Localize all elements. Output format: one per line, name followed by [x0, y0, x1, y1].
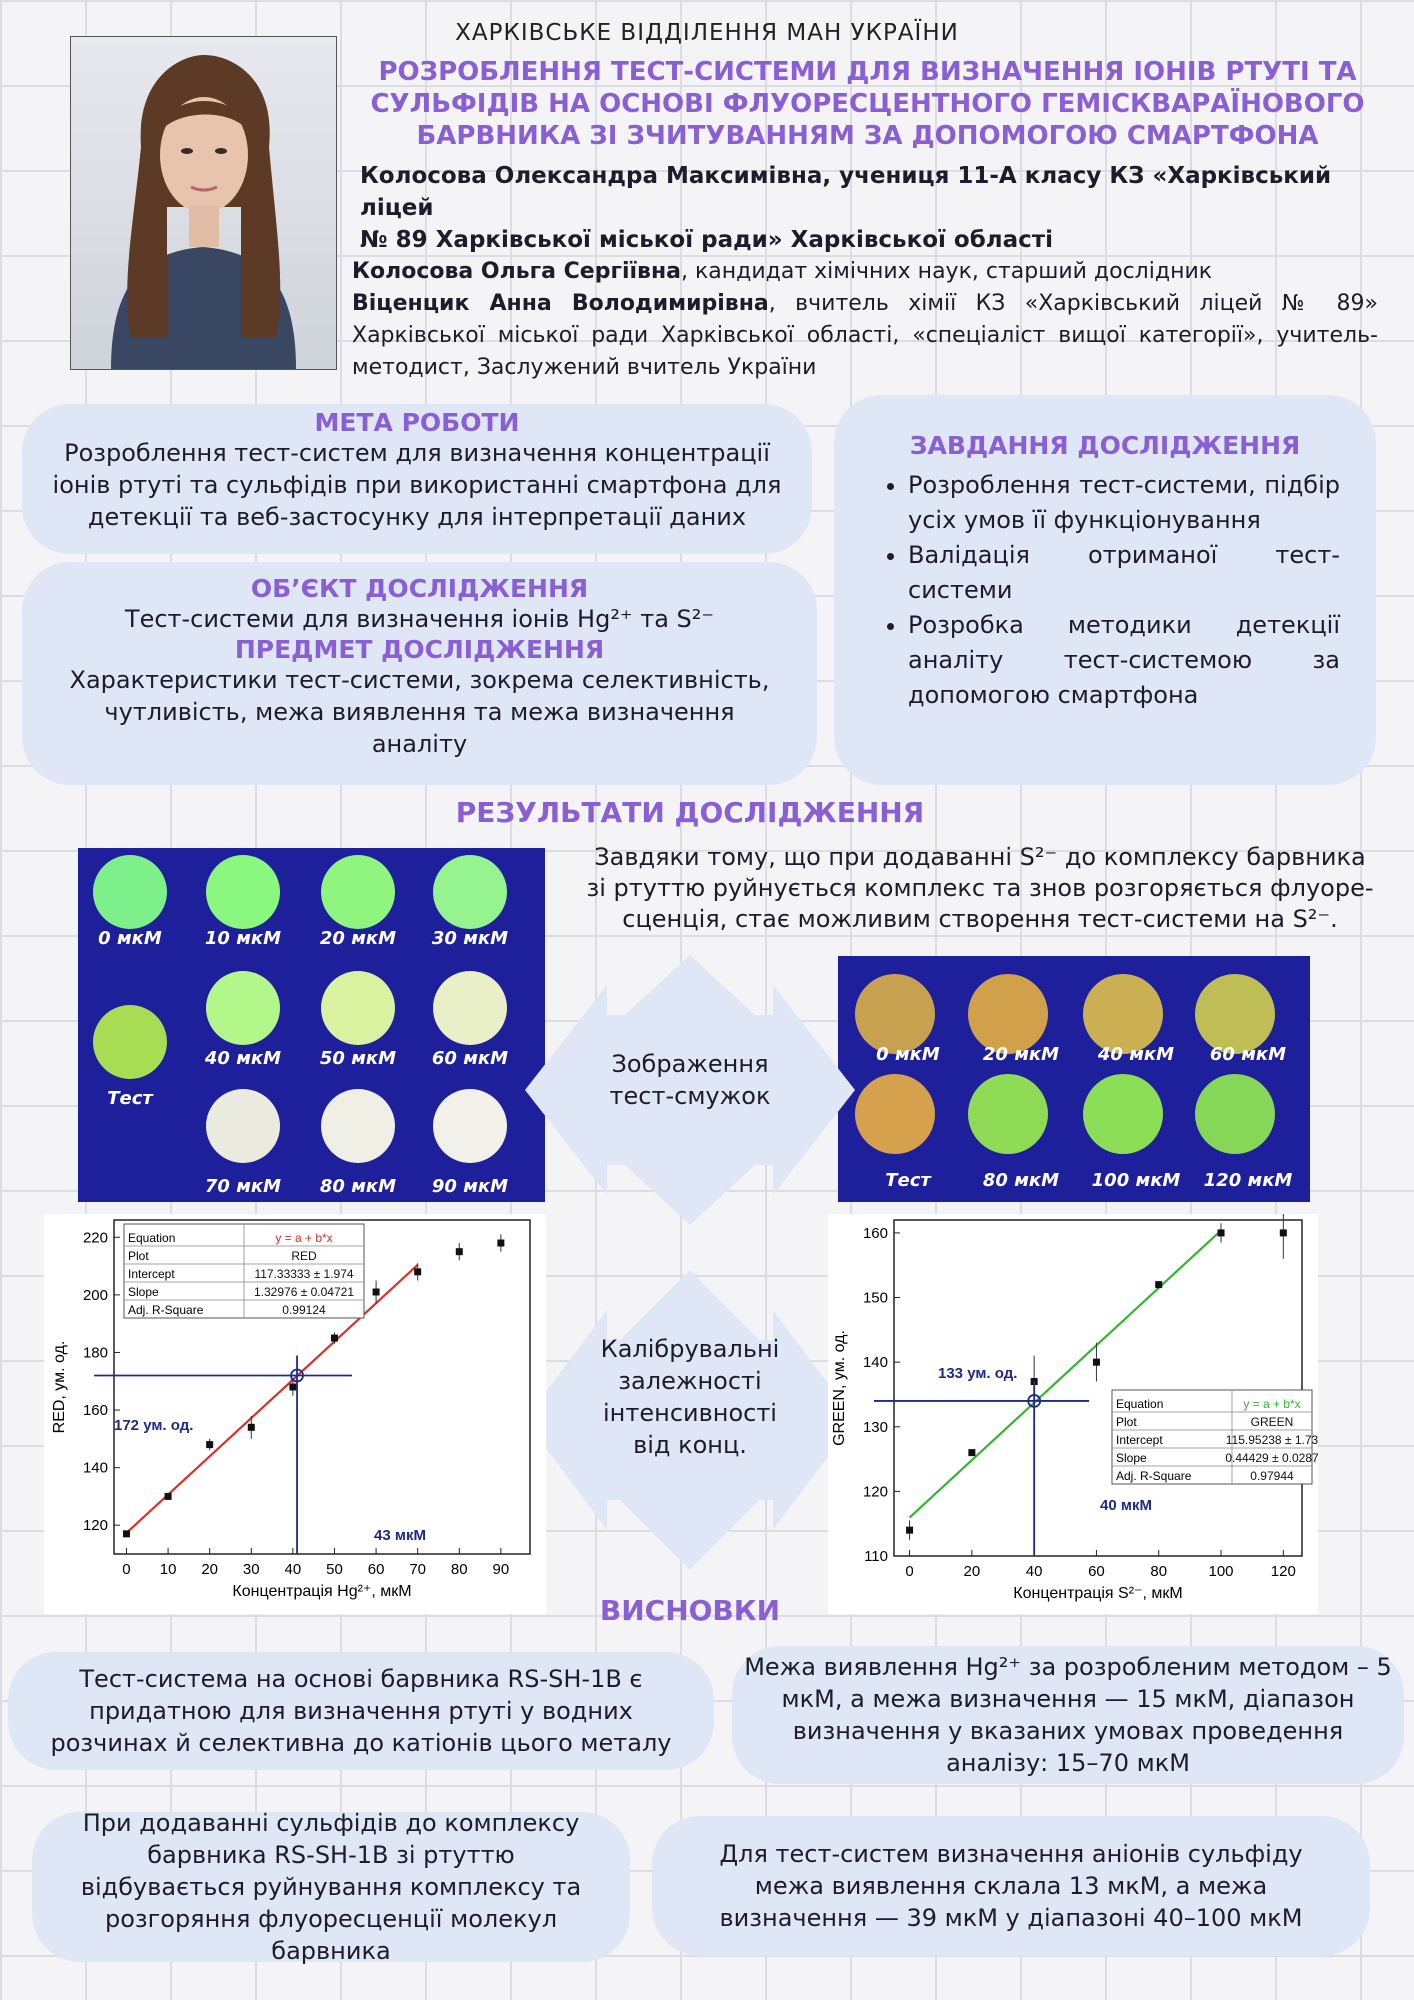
test-strip-dot: [1083, 974, 1163, 1054]
legend-value: 1.32976 ± 0.04721: [253, 1285, 355, 1299]
conclusions-heading: ВИСНОВКИ: [599, 1594, 781, 1627]
legend-value: y = a + b*x: [1243, 1397, 1301, 1411]
conclusion-1: [8, 1652, 714, 1770]
x-tick-label: 70: [409, 1561, 427, 1578]
supervisor-2-desc: , вчитель хімії КЗ «Харківський ліцей № 89» Харківської міської ради Харківської області, «спеціаліст вищої категорії», учитель-методист, Заслужений вчитель України: [352, 291, 1378, 380]
y-tick-label: 140: [82, 1459, 108, 1477]
test-strip-label: 60 мкМ: [431, 1048, 509, 1069]
data-point: [248, 1424, 255, 1431]
data-point: [373, 1288, 380, 1295]
x-tick-label: 30: [242, 1561, 260, 1578]
test-strip-label: 50 мкМ: [319, 1048, 397, 1069]
conclusion-2: [732, 1646, 1404, 1784]
y-tick-label: 200: [82, 1286, 108, 1304]
aim-heading: МЕТА РОБОТИ: [314, 408, 520, 437]
test-strip-dot: [1195, 1074, 1275, 1154]
x-tick-label: 20: [201, 1561, 219, 1578]
arrow-calibration-label: [565, 1333, 815, 1461]
legend-key: Intercept: [128, 1267, 175, 1281]
organization-name: ХАРКІВСЬКЕ ВІДДІЛЕННЯ МАН УКРАЇНИ: [455, 20, 959, 46]
data-point: [1093, 1359, 1100, 1366]
y-tick-label: 180: [82, 1344, 108, 1362]
test-strip-label: 60 мкМ: [1209, 1044, 1287, 1065]
arrow-strips-label: [565, 1048, 815, 1112]
test-strip-label: 0 мкМ: [98, 928, 162, 949]
annotation-y-value: 133 ум. од.: [938, 1365, 1018, 1382]
test-strip-dot: [321, 1089, 395, 1163]
arrow1-line-2: тест-смужок: [609, 1082, 771, 1110]
test-strip-label: 20 мкМ: [982, 1044, 1060, 1065]
task-item: • Розробка методики детекції аналіту тест-системою за допомогою смартфона: [908, 608, 1340, 713]
legend-key: Slope: [1116, 1451, 1147, 1465]
annotation-x-value: 43 мкМ: [374, 1527, 426, 1544]
sulfide-test-strips-image: [838, 956, 1310, 1202]
x-axis-label: Концентрація S²⁻, мкМ: [1013, 1585, 1183, 1602]
legend-value: 117.33333 ± 1.974: [254, 1267, 354, 1281]
legend-value: 115.95238 ± 1.73: [1225, 1433, 1318, 1447]
test-strip-dot: [1083, 1074, 1163, 1154]
y-tick-label: 140: [862, 1354, 888, 1372]
y-tick-label: 120: [862, 1483, 888, 1501]
data-point: [414, 1268, 421, 1275]
x-tick-label: 80: [450, 1561, 468, 1578]
data-point: [497, 1240, 504, 1247]
conclusion-2-text: Межа виявлення Hg²⁺ за розробленим методом – 5 мкМ, а межа визначення — 15 мкМ, діапазон визначення у вказаних умовах проведення аналізу: 15–70 мкМ: [744, 1653, 1392, 1777]
data-point: [968, 1449, 975, 1456]
mercury-test-strips-image: [78, 848, 545, 1202]
author: [360, 160, 1390, 256]
legend-value: GREEN: [1250, 1415, 1294, 1429]
test-strip-dot: [206, 1089, 280, 1163]
mercury-chart-svg: [44, 1214, 546, 1614]
subject-text: Характеристики тест-системи, зокрема селективність, чутливість, межа виявлення та межа визначення аналіту: [69, 666, 770, 758]
legend-value: 0.44429 ± 0.0287: [1225, 1451, 1318, 1465]
data-point: [1218, 1229, 1225, 1236]
y-axis-label: RED, ум. од.: [51, 1340, 68, 1434]
plot-frame: [894, 1220, 1302, 1556]
test-strip-dot: [433, 1089, 507, 1163]
data-point: [456, 1248, 463, 1255]
y-tick-label: 130: [862, 1418, 888, 1436]
test-strip-dot: [433, 855, 507, 929]
object-heading: ОБ’ЄКТ ДОСЛІДЖЕННЯ: [250, 574, 589, 603]
test-strip-label: 70 мкМ: [204, 1176, 282, 1197]
x-tick-label: 10: [159, 1561, 177, 1578]
task-item: • Валідація отриманої тест-системи: [908, 538, 1340, 608]
annotation-x-value: 40 мкМ: [1100, 1497, 1152, 1514]
data-point: [1280, 1229, 1287, 1236]
results-desc-line-3: сценція, стає можливим створення тест-системи на S²⁻.: [622, 905, 1338, 933]
test-strip-label: 40 мкМ: [204, 1048, 282, 1069]
data-point: [123, 1530, 130, 1537]
legend-key: Adj. R-Square: [1116, 1469, 1192, 1483]
y-tick-label: 150: [862, 1289, 888, 1307]
data-point: [206, 1441, 213, 1448]
test-strip-dot: [968, 1074, 1048, 1154]
results-heading: РЕЗУЛЬТАТИ ДОСЛІДЖЕННЯ: [455, 796, 925, 829]
x-tick-label: 40: [284, 1561, 302, 1578]
data-point: [165, 1493, 172, 1500]
test-strip-label: 100 мкМ: [1091, 1170, 1181, 1191]
title-line-3: БАРВНИКА ЗІ ЗЧИТУВАННЯМ ЗА ДОПОМОГОЮ СМАРТФОНА: [416, 121, 1319, 151]
test-strip-label: 30 мкМ: [431, 928, 509, 949]
legend-key: Intercept: [1116, 1433, 1163, 1447]
test-strip-dot: [855, 1074, 935, 1154]
x-tick-label: 120: [1270, 1563, 1296, 1580]
test-strip-label: 80 мкМ: [982, 1170, 1060, 1191]
conclusion-3: [32, 1809, 630, 1965]
aim-text: Розроблення тест-систем для визначення концентрації іонів ртуті та сульфідів при використанні смартфона для детекції та веб-застосунку для інтерпретації даних: [52, 439, 782, 531]
test-strip-dot: [433, 971, 507, 1045]
legend-value: RED: [291, 1249, 317, 1263]
author-line-1: Колосова Олександра Максимівна, учениця 11-А класу КЗ «Харківський ліцей: [360, 163, 1332, 221]
legend-value: 0.99124: [282, 1303, 326, 1317]
test-strip-dot: [1195, 974, 1275, 1054]
x-tick-label: 90: [492, 1561, 510, 1578]
y-tick-label: 160: [82, 1402, 108, 1420]
x-tick-label: 80: [1150, 1563, 1168, 1580]
legend-value: y = a + b*x: [275, 1231, 333, 1245]
subject-heading: ПРЕДМЕТ ДОСЛІДЖЕННЯ: [234, 635, 605, 664]
x-tick-label: 0: [122, 1561, 131, 1578]
arrow2-line-4: від конц.: [633, 1431, 747, 1459]
test-strip-label: Тест: [885, 1170, 931, 1191]
test-strip-dot: [206, 971, 280, 1045]
arrow2-line-3: інтенсивності: [603, 1399, 777, 1427]
y-tick-label: 110: [864, 1548, 888, 1565]
legend-key: Equation: [128, 1231, 176, 1245]
test-strip-dot: [93, 855, 167, 929]
conclusion-3-text: При додаванні сульфідів до комплексу барвника RS-SH-1B зі ртуттю відбувається руйнування комплексу та розгоряння флуоресценції молекул барвника: [80, 1809, 582, 1965]
arrow2-line-2: залежності: [618, 1367, 762, 1395]
author-line-2: № 89 Харківської міської ради» Харківської області: [360, 227, 1053, 253]
x-tick-label: 40: [1025, 1563, 1043, 1580]
y-tick-label: 160: [862, 1224, 888, 1242]
x-tick-label: 50: [326, 1561, 343, 1578]
arrow1-line-1: Зображення: [611, 1050, 769, 1078]
results-desc-line-1: Завдяки тому, що при додаванні S²⁻ до комплексу барвника: [594, 843, 1366, 871]
x-tick-label: 60: [367, 1561, 385, 1578]
object-text: Тест-системи для визначення іонів Hg²⁺ та S²⁻: [124, 605, 715, 633]
conclusion-1-text: Тест-система на основі барвника RS-SH-1B є придатною для визначення ртуті у водних розчинах й селективна до катіонів цього металу: [50, 1665, 672, 1757]
annotation-y-value: 172 ум. од.: [114, 1417, 194, 1434]
test-strip-dot: [206, 855, 280, 929]
data-point: [289, 1384, 296, 1391]
legend-key: Equation: [1116, 1397, 1164, 1411]
supervisor-2: [352, 288, 1378, 384]
arrow2-line-1: Калібрувальні: [600, 1335, 780, 1363]
test-strip-label: 80 мкМ: [319, 1176, 397, 1197]
test-strip-label: 10 мкМ: [204, 928, 282, 949]
object-box: [22, 562, 817, 785]
legend-key: Slope: [128, 1285, 159, 1299]
legend-key: Plot: [1116, 1415, 1137, 1429]
supervisor-2-name: Віценцик Анна Володимирівна: [352, 291, 769, 316]
tasks-list: [882, 468, 1340, 713]
mercury-calibration-chart: [44, 1214, 546, 1614]
title-line-1: РОЗРОБЛЕННЯ ТЕСТ-СИСТЕМИ ДЛЯ ВИЗНАЧЕННЯ ІОНІВ РТУТІ ТА: [378, 57, 1357, 87]
data-point: [906, 1527, 913, 1534]
x-axis-label: Концентрація Hg²⁺, мкМ: [232, 1583, 412, 1600]
legend-key: Plot: [128, 1249, 149, 1263]
x-tick-label: 20: [963, 1563, 981, 1580]
y-axis-label: GREEN, ум. од.: [831, 1330, 848, 1446]
sulfide-strips-svg: [838, 956, 1310, 1202]
test-strip-dot: [321, 971, 395, 1045]
test-strip-dot: [93, 1005, 167, 1079]
supervisor-1-name: Колосова Ольга Сергіївна: [352, 259, 681, 284]
aim-box: [22, 404, 812, 554]
tasks-box: [834, 395, 1376, 785]
tasks-heading: ЗАВДАННЯ ДОСЛІДЖЕННЯ: [909, 431, 1301, 460]
supervisor-1: [352, 256, 1378, 288]
x-tick-label: 0: [905, 1563, 914, 1580]
poster-title: [345, 56, 1390, 152]
legend-value: 0.97944: [1250, 1469, 1294, 1483]
x-tick-label: 60: [1088, 1563, 1105, 1580]
test-strip-label: Тест: [107, 1088, 153, 1109]
legend-key: Adj. R-Square: [128, 1303, 204, 1317]
task-item: • Розроблення тест-системи, підбір усіх умов її функціонування: [908, 468, 1340, 538]
y-tick-label: 220: [82, 1229, 108, 1247]
supervisors: [352, 256, 1378, 384]
test-strip-dot: [321, 855, 395, 929]
mercury-strips-svg: [78, 848, 545, 1202]
supervisor-1-desc: , кандидат хімічних наук, старший дослідник: [681, 259, 1213, 284]
test-strip-label: 90 мкМ: [431, 1176, 509, 1197]
test-strip-dot: [855, 974, 935, 1054]
author-photo: [70, 36, 337, 370]
sulfide-chart-svg: [828, 1214, 1318, 1614]
x-tick-label: 100: [1208, 1563, 1234, 1580]
results-desc-line-2: зі ртуттю руйнується комплекс та знов розгоряється флуоре-: [586, 874, 1374, 902]
title-line-2: СУЛЬФІДІВ НА ОСНОВІ ФЛУОРЕСЦЕНТНОГО ГЕМІСКВАРАЇНОВОГО: [370, 89, 1365, 119]
y-tick-label: 120: [82, 1517, 108, 1535]
test-strip-label: 120 мкМ: [1203, 1170, 1293, 1191]
conclusion-4: [652, 1816, 1370, 1956]
data-point: [1155, 1281, 1162, 1288]
test-strip-label: 0 мкМ: [876, 1044, 940, 1065]
test-strip-label: 20 мкМ: [319, 928, 397, 949]
test-strip-dot: [968, 974, 1048, 1054]
sulfide-calibration-chart: [828, 1214, 1318, 1614]
test-strip-label: 40 мкМ: [1097, 1044, 1175, 1065]
conclusion-4-text: Для тест-систем визначення аніонів сульфіду межа виявлення склала 13 мкМ, а межа визначення — 39 мкМ у діапазоні 40–100 мкМ: [719, 1840, 1303, 1932]
results-description: [560, 842, 1400, 935]
data-point: [331, 1335, 338, 1342]
